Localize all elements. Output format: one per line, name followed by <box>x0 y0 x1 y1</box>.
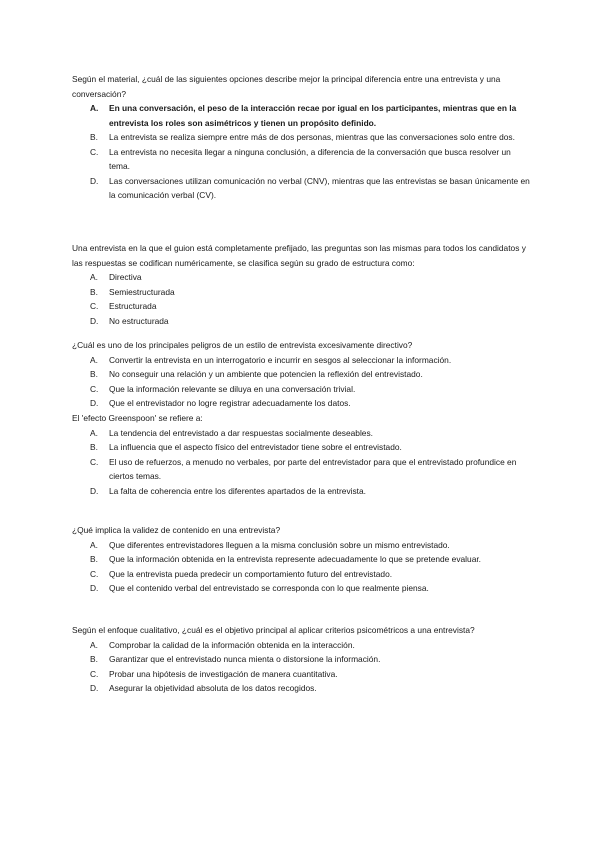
option-a <box>72 353 532 368</box>
option-a <box>72 538 532 553</box>
option-letter: B. <box>90 369 98 379</box>
option-d <box>72 396 532 411</box>
option-letter: A. <box>90 103 99 113</box>
option-text: La tendencia del entrevistado a dar respuestas socialmente deseables. <box>109 427 373 438</box>
option-letter: D. <box>90 485 99 496</box>
question-4 <box>72 411 532 498</box>
option-text: No conseguir una relación y un ambiente que potencien la reflexión del entrevistado. <box>109 369 423 379</box>
options-list <box>72 101 532 203</box>
option-text: Las conversaciones utilizan comunicación no verbal (CNV), mientras que las entrevistas se basan únicamente en la comunicación verbal (CV). <box>109 175 530 200</box>
option-text: Que la información obtenida en la entrevista represente adecuadamente lo que se pretende evaluar. <box>109 554 482 564</box>
option-letter: C. <box>90 383 99 394</box>
option-text: Directiva <box>109 272 142 282</box>
option-text: Convertir la entrevista en un interrogatorio e incurrir en sesgos al seleccionar la información. <box>109 354 452 365</box>
option-c <box>72 145 532 174</box>
option-a <box>72 101 532 130</box>
option-letter: D. <box>90 398 99 408</box>
option-letter: B. <box>90 654 98 664</box>
option-text: Probar una hipótesis de investigación de manera cuantitativa. <box>109 668 338 679</box>
options-list <box>72 538 532 596</box>
option-letter: A. <box>90 539 98 550</box>
option-letter: D. <box>90 175 99 186</box>
option-text: Que diferentes entrevistadores lleguen a la misma conclusión sobre un mismo entrevistado. <box>109 539 450 550</box>
option-text: En una conversación, el peso de la interacción recae por igual en los participantes, mientras que en la entrevista los roles son asimétricos y tienen un propósito definido. <box>109 103 517 128</box>
option-d <box>72 581 532 596</box>
option-letter: A. <box>90 427 98 438</box>
question-2 <box>72 241 532 328</box>
option-letter: A. <box>90 272 98 282</box>
question-text: Según el material, ¿cuál de las siguientes opciones describe mejor la principal diferencia entre una entrevista y una conversación? <box>72 74 501 99</box>
option-letter: D. <box>90 683 99 693</box>
option-b <box>72 130 532 145</box>
option-letter: A. <box>90 639 98 650</box>
question-text: El 'efecto Greenspoon' se refiere a: <box>72 413 203 423</box>
option-b <box>72 652 532 667</box>
option-text: Que la entrevista pueda predecir un comportamiento futuro del entrevistado. <box>109 568 393 579</box>
option-letter: B. <box>90 554 98 564</box>
question-text: ¿Qué implica la validez de contenido en una entrevista? <box>72 525 281 535</box>
option-d <box>72 174 532 203</box>
option-text: Garantizar que el entrevistado nunca mienta o distorsione la información. <box>109 654 381 664</box>
option-d <box>72 681 532 696</box>
options-list <box>72 270 532 328</box>
question-3 <box>72 338 532 411</box>
option-letter: C. <box>90 146 99 157</box>
option-d <box>72 314 532 329</box>
option-letter: B. <box>90 132 98 142</box>
option-text: Que el contenido verbal del entrevistado se corresponda con lo que realmente piensa. <box>109 583 429 593</box>
option-text: La entrevista no necesita llegar a ninguna conclusión, a diferencia de la conversación que busca resolver un tema. <box>109 146 511 171</box>
option-text: Comprobar la calidad de la información obtenida en la interacción. <box>109 639 355 650</box>
question-1 <box>72 72 532 203</box>
option-c <box>72 667 532 682</box>
option-letter: D. <box>90 583 99 593</box>
option-text: Semiestructurada <box>109 286 175 297</box>
options-list <box>72 426 532 499</box>
option-b <box>72 552 532 567</box>
question-text: Una entrevista en la que el guion está completamente prefijado, las preguntas son las mismas para todos los candidatos y las respuestas se codifican numéricamente, se clasifica según su grado de estructura como: <box>72 243 526 268</box>
option-text: La influencia que el aspecto físico del entrevistador tiene sobre el entrevistado. <box>109 442 402 452</box>
option-letter: A. <box>90 354 98 365</box>
option-text: Que el entrevistador no logre registrar adecuadamente los datos. <box>109 398 351 408</box>
question-text: ¿Cuál es uno de los principales peligros de un estilo de entrevista excesivamente directivo? <box>72 340 413 350</box>
options-list <box>72 353 532 411</box>
question-text: Según el enfoque cualitativo, ¿cuál es el objetivo principal al aplicar criterios psicométricos a una entrevista? <box>72 625 475 635</box>
option-b <box>72 440 532 455</box>
option-text: La entrevista se realiza siempre entre más de dos personas, mientras que las conversaciones solo entre dos. <box>109 132 515 142</box>
option-b <box>72 285 532 300</box>
option-c <box>72 299 532 314</box>
option-text: Que la información relevante se diluya en una conversación trivial. <box>109 383 356 394</box>
question-6 <box>72 623 532 696</box>
option-b <box>72 367 532 382</box>
option-letter: C. <box>90 456 99 467</box>
option-c <box>72 382 532 397</box>
option-text: La falta de coherencia entre los diferentes apartados de la entrevista. <box>109 485 366 496</box>
option-a <box>72 638 532 653</box>
option-letter: C. <box>90 568 99 579</box>
options-list <box>72 638 532 696</box>
option-letter: C. <box>90 301 99 311</box>
option-a <box>72 270 532 285</box>
option-text: Asegurar la objetividad absoluta de los datos recogidos. <box>109 683 317 693</box>
option-c <box>72 567 532 582</box>
option-letter: C. <box>90 668 99 679</box>
option-d <box>72 484 532 499</box>
option-c <box>72 455 532 484</box>
option-letter: D. <box>90 315 99 326</box>
option-letter: B. <box>90 286 98 297</box>
option-text: El uso de refuerzos, a menudo no verbales, por parte del entrevistador para que el entrevistado profundice en ciertos temas. <box>109 456 517 481</box>
option-letter: B. <box>90 442 98 452</box>
question-5 <box>72 523 532 596</box>
option-text: Estructurada <box>109 301 157 311</box>
option-a <box>72 426 532 441</box>
option-text: No estructurada <box>109 315 169 326</box>
